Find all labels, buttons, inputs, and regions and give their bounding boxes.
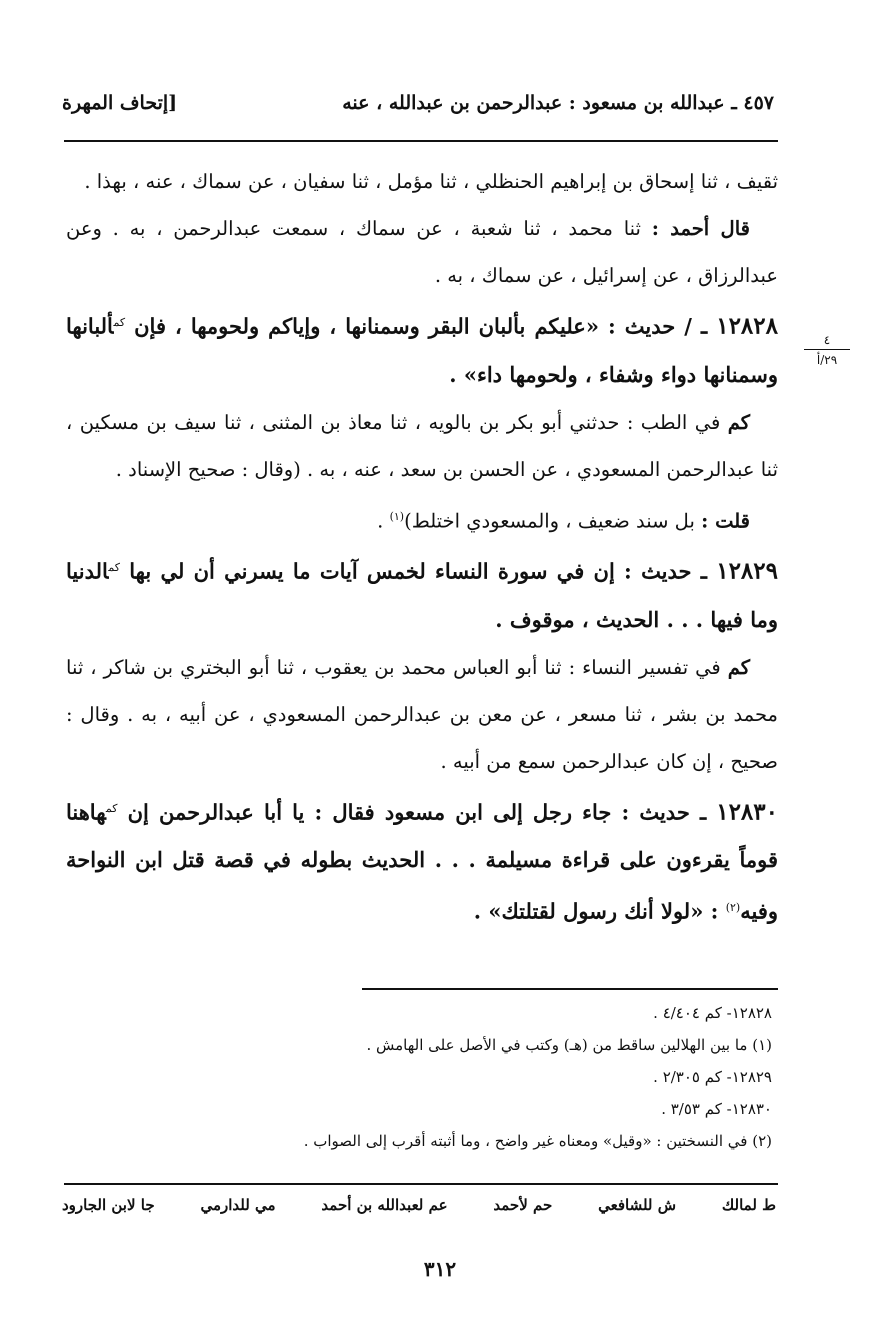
paragraph-text: في تفسير النساء : ثنا أبو العباس محمد بن يعقوب ، ثنا أبو البختري بن شاكر ، ثنا محمد بن بشر ، ثنا مسعر ، عن معن بن عبدالرحمن المسعودي ، عن أبيه ، به . وقال : صحيح ، إن كان عبدالرحمن سمع من أبيه . bbox=[66, 655, 778, 773]
paragraph-lead: قال أحمد : bbox=[651, 217, 750, 240]
paragraph-tafsir bbox=[66, 644, 778, 785]
footnote-rule bbox=[362, 988, 778, 990]
book-title: [إتحاف المهرة bbox=[62, 92, 178, 114]
footnote-ref-2: (٢) bbox=[725, 901, 741, 914]
paragraph-text: بل سند ضعيف ، والمسعودي اختلط) bbox=[404, 509, 702, 532]
legend-item: ش للشافعي bbox=[598, 1196, 677, 1214]
footnote-ref-1: (١) bbox=[389, 509, 405, 523]
hadith-text-continued: الدنيا وما فيها . . . الحديث ، موقوف . bbox=[66, 558, 778, 632]
footnote: ١٢٨٢٨- كم ٤/٤٠٤ . bbox=[653, 1004, 772, 1022]
abbreviation-legend bbox=[62, 1196, 776, 1224]
legend-rule bbox=[64, 1183, 778, 1185]
legend-item: جا لابن الجارود bbox=[62, 1196, 155, 1214]
footnotes bbox=[160, 997, 772, 1157]
footnote: (١) ما بين الهلالين ساقط من (هـ) وكتب في الأصل على الهامش . bbox=[366, 1036, 772, 1054]
hadith-text: ـ حديث : جاء رجل إلى ابن مسعود فقال : يا أبا عبدالرحمن إن bbox=[117, 799, 717, 824]
hadith-number: ١٢٨٣٠ bbox=[716, 798, 778, 825]
hadith-12828 bbox=[66, 299, 778, 399]
margin-note-volume: ٤ bbox=[823, 333, 831, 347]
paragraph-qultu bbox=[66, 493, 778, 545]
source-mark: كم bbox=[108, 561, 121, 574]
legend-item: عم لعبدالله بن أحمد bbox=[321, 1196, 448, 1214]
footnote: ١٢٨٣٠- كم ٣/٥٣ . bbox=[661, 1100, 772, 1118]
footnote: (٢) في النسختين : «وقيل» ومعناه غير واضح ، وما أثبته أقرب إلى الصواب . bbox=[303, 1132, 772, 1150]
hadith-text-continued: هاهنا قوماً يقرءون على قراءة مسيلمة . . . الحديث بطوله في قصة قتل ابن النواحة وفيه bbox=[66, 799, 778, 924]
page-header bbox=[62, 92, 774, 128]
source-mark: كم bbox=[105, 801, 118, 815]
hadith-text-end: : «لولا أنك رسول لقتلتك» . bbox=[473, 898, 726, 924]
running-title: ٤٥٧ ـ عبدالله بن مسعود : عبدالرحمن بن عبدالله ، عنه bbox=[342, 92, 774, 114]
hadith-text-continued: ألبانها وسمنانها دواء وشفاء ، ولحومها داء» . bbox=[66, 313, 778, 387]
hadith-number: ١٢٨٢٩ bbox=[716, 557, 778, 585]
hadith-12830 bbox=[66, 785, 778, 936]
paragraph-lead: كم bbox=[727, 655, 750, 679]
footnote: ١٢٨٢٩- كم ٢/٣٠٥ . bbox=[653, 1068, 772, 1086]
margin-note-divider bbox=[804, 349, 850, 350]
hadith-number: ١٢٨٢٨ bbox=[716, 312, 778, 340]
paragraph-lead: كم bbox=[727, 410, 750, 434]
header-rule bbox=[64, 140, 778, 142]
page-number: ٣١٢ bbox=[423, 1257, 457, 1281]
margin-note-folio: ٢٩/أ bbox=[816, 353, 838, 367]
paragraph-text: في الطب : حدثني أبو بكر بن بالويه ، ثنا معاذ بن المثنى ، ثنا سيف بن مسكين ، ثنا عبدالرحمن المسعودي ، عن الحسن بن سعد ، عنه ، به . (وقال : صحيح الإسناد . bbox=[66, 410, 778, 481]
paragraph-text: ثنا محمد ، ثنا شعبة ، عن سماك ، سمعت عبدالرحمن ، به . وعن عبدالرزاق ، عن إسرائيل ، عن سماك ، به . bbox=[66, 217, 778, 287]
margin-note bbox=[804, 332, 850, 368]
paragraph-tibb bbox=[66, 399, 778, 493]
legend-item: مي للدارمي bbox=[200, 1196, 276, 1214]
main-text bbox=[66, 158, 778, 936]
legend-item: حم لأحمد bbox=[493, 1196, 553, 1214]
paragraph-ahmad bbox=[66, 205, 778, 299]
paragraph-text: ثقيف ، ثنا إسحاق بن إبراهيم الحنظلي ، ثنا مؤمل ، ثنا سفيان ، عن سماك ، عنه ، بهذا . bbox=[84, 170, 778, 193]
paragraph-end: . bbox=[377, 509, 390, 532]
paragraph-isnad-continuation bbox=[66, 158, 778, 205]
paragraph-lead: قلت : bbox=[701, 509, 750, 532]
hadith-text: ـ حديث : إن في سورة النساء لخمس آيات ما يسرني أن لي بها bbox=[120, 558, 717, 584]
legend-item: ط لمالك bbox=[721, 1196, 776, 1214]
source-mark: كم bbox=[113, 316, 126, 329]
hadith-text: ـ / حديث : «عليكم بألبان البقر وسمنانها ، وإياكم ولحومها ، فإن bbox=[125, 313, 717, 339]
hadith-12829 bbox=[66, 544, 778, 644]
